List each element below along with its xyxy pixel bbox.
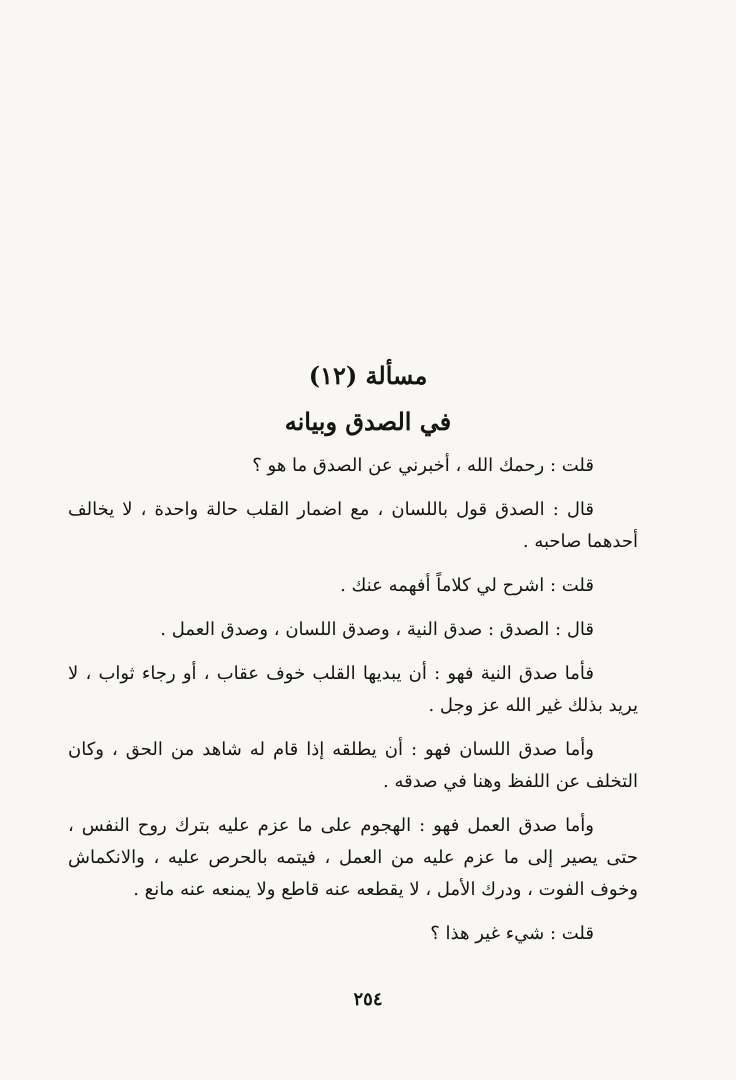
paragraph-tongue: وأما صدق اللسان فهو : أن يطلقه إذا قام له شاهد من الحق ، وكان التخلف عن اللفظ وهنا في صدقه . [68,739,638,792]
paragraph-answer-1: قال : الصدق قول باللسان ، مع اضمار القلب حالة واحدة ، لا يخالف أحدهما صاحبه . [68,499,638,552]
paragraph-action: وأما صدق العمل فهو : الهجوم على ما عزم عليه بترك روح النفس ، حتى يصير إلى ما عزم عليه من العمل ، فيتمه بالحرص عليه ، والانكماش وخوف الفوت ، ودرك الأمل ، لا يقطعه عنه قاطع ولا يمنعه عنه مانع . [68,815,638,900]
paragraph-answer-2: قال : الصدق : صدق النية ، وصدق اللسان ، وصدق العمل . [160,619,594,640]
paragraph-question-2: قلت : اشرح لي كلاماً أفهمه عنك . [340,575,594,596]
page-body [68,450,638,962]
page-number: ٢٥٤ [353,989,383,1010]
paragraph-question-1: قلت : رحمك الله ، أخبرني عن الصدق ما هو ؟ [252,455,594,476]
chapter-title: مسألة (١٢) [308,361,428,390]
chapter-subtitle: في الصدق وبيانه [284,407,452,436]
paragraph-intention: فأما صدق النية فهو : أن يبديها القلب خوف عقاب ، أو رجاء ثواب ، لا يريد بذلك غير الله عز وجل . [68,663,638,716]
paragraph-question-3: قلت : شيء غير هذا ؟ [430,923,594,944]
